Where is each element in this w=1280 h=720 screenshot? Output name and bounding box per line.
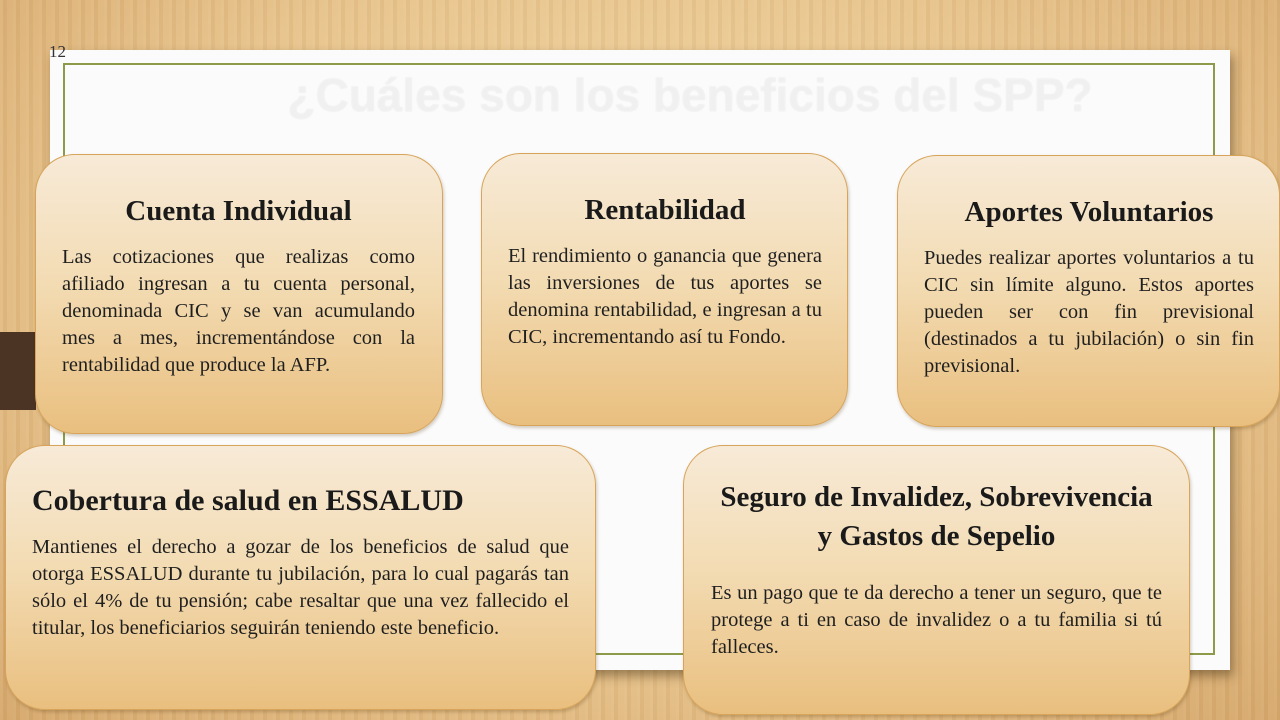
card-body: Puedes realizar aportes voluntarios a tu CIC sin límite alguno. Estos aportes pueden ser con fin previsional (destinados a tu jubilación) o sin fin previsional. (924, 247, 1254, 377)
card-body: Mantienes el derecho a gozar de los beneficios de salud que otorga ESSALUD durante tu jubilación, para lo cual pagarás tan sólo el 4% de tu pensión; cabe resaltar que una vez fallecido el titular, los beneficiarios seguirán teniendo este beneficio. (32, 536, 569, 639)
slide-title: ¿Cuáles son los beneficios del SPP? (287, 69, 1093, 121)
slide-number: 12 (49, 42, 66, 61)
decorative-tab (0, 332, 36, 410)
card-rentabilidad (481, 153, 848, 426)
card-seguro-invalidez (683, 445, 1190, 715)
card-cuenta-individual (35, 154, 443, 434)
card-body: Las cotizaciones que realizas como afiliado ingresan a tu cuenta personal, denominada CIC y se van acumulando mes a mes, incrementándose con la rentabilidad que produce la AFP. (62, 246, 415, 376)
card-cobertura-salud (5, 445, 596, 710)
card-aportes-voluntarios (897, 155, 1280, 427)
card-body: El rendimiento o ganancia que genera las inversiones de tus aportes se denomina rentabilidad, e ingresan a tu CIC, incrementando así tu Fondo. (508, 245, 822, 348)
card-title: Cobertura de salud en ESSALUD (32, 484, 464, 517)
card-title: Rentabilidad (584, 194, 746, 226)
card-body: Es un pago que te da derecho a tener un seguro, que te protege a ti en caso de invalidez o a tu familia si tú falleces. (711, 582, 1162, 658)
card-title: Aportes Voluntarios (964, 196, 1214, 228)
card-title: Cuenta Individual (125, 195, 352, 227)
card-title: Seguro de Invalidez, Sobrevivencia y Gastos de Sepelio (720, 481, 1153, 552)
